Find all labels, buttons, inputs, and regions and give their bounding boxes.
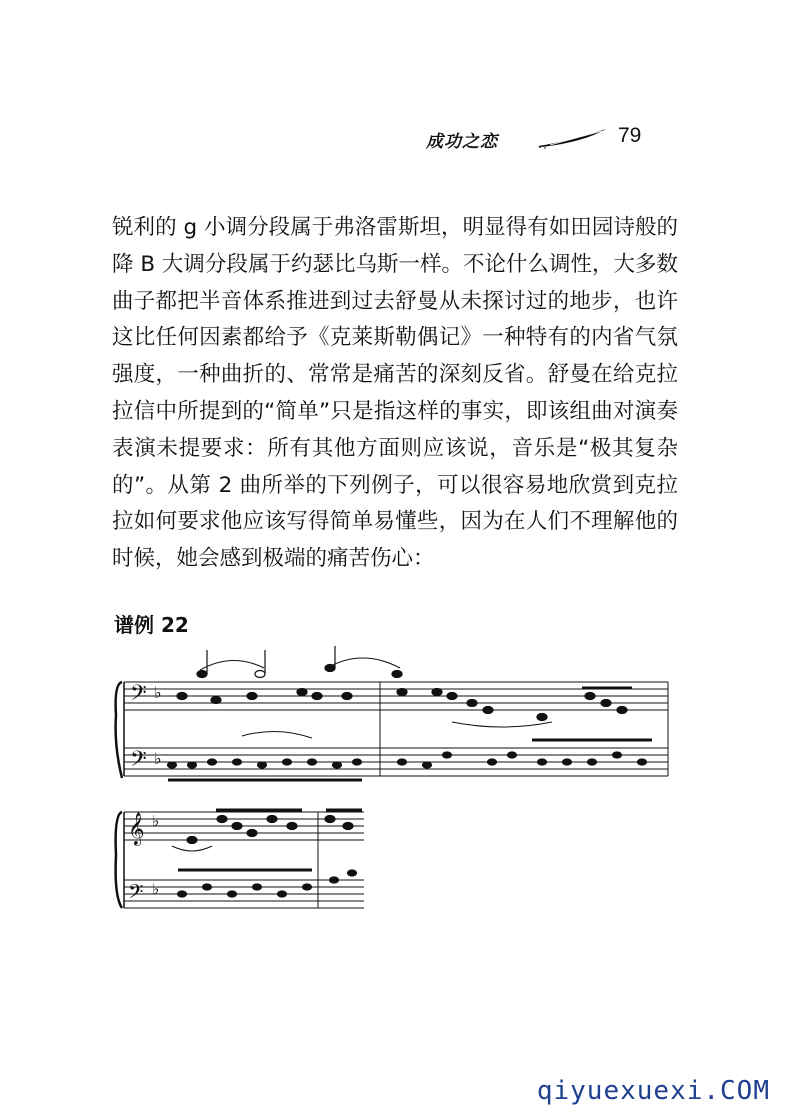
svg-text:𝄞: 𝄞 — [128, 812, 145, 845]
watermark: qiyuexuexi.COM — [536, 1076, 770, 1106]
svg-text:𝄢: 𝄢 — [128, 880, 144, 908]
svg-text:♭: ♭ — [154, 749, 162, 768]
music-score-system-2 — [112, 800, 372, 920]
example-label: 谱例 22 — [114, 613, 189, 637]
page-number: 79 — [618, 124, 642, 147]
running-header — [418, 124, 658, 154]
svg-text:𝄢: 𝄢 — [130, 747, 147, 777]
svg-text:♭: ♭ — [152, 880, 160, 898]
body-paragraph: 锐利的 g 小调分段属于弗洛雷斯坦，明显得有如田园诗般的降 B 大调分段属于约瑟比乌斯一样。不论什么调性，大多数曲子都把半音体系推进到过去舒曼从未探讨过的地步，也许这比任何因素都给予《克莱斯勒偶记》一种特有的内省气氛强度，一种曲折的、常常是痛苦的深刻反省。舒曼在给克拉拉信中所提到的“简单”只是指这样的事实，即该组曲对演奏表演未提要求：所有其他方面则应该说，音乐是“极其复杂的”。从第 2 曲所举的下列例子，可以很容易地欣赏到克拉拉如何要求他应该写得简单易懂些，因为在人们不理解他的时候，她会感到极端的痛苦伤心： — [112, 215, 678, 572]
quill-pen-icon — [536, 126, 608, 150]
music-score-system-1 — [112, 640, 672, 790]
running-title: 成功之恋 — [426, 132, 498, 152]
svg-text:♭: ♭ — [152, 812, 160, 830]
svg-text:𝄢: 𝄢 — [130, 681, 147, 711]
svg-text:♭: ♭ — [154, 683, 162, 702]
